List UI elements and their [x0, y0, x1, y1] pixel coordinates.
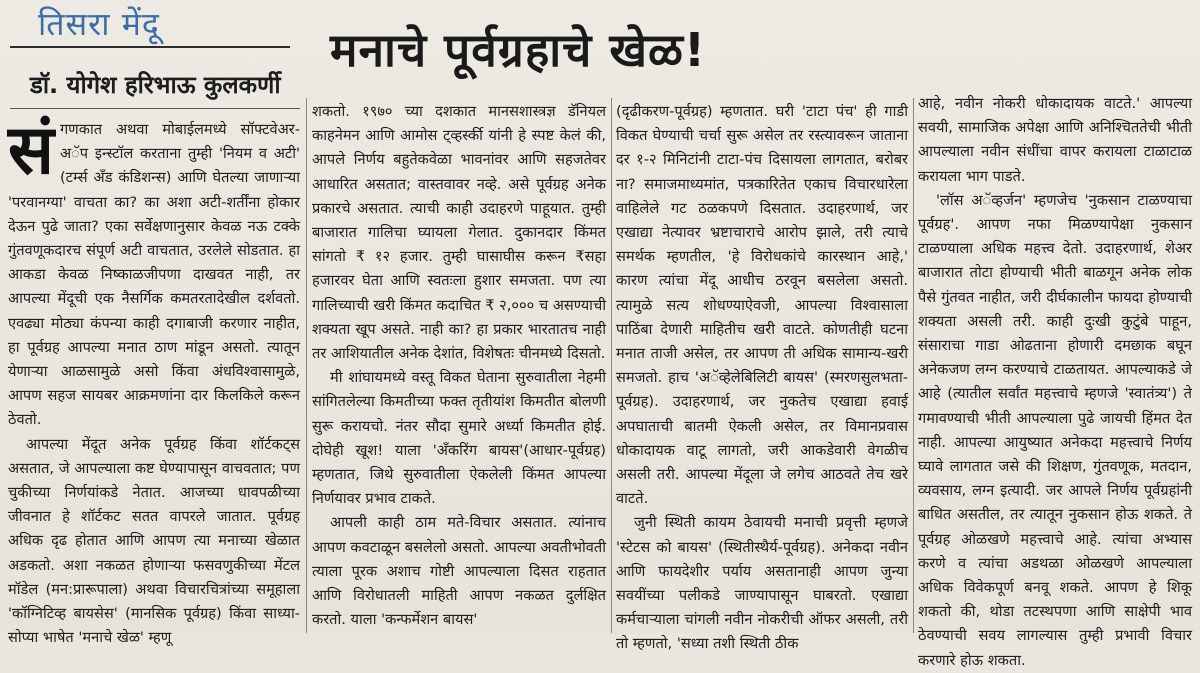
- column-3-paragraph-1: (दृढीकरण-पूर्वग्रह) म्हणतात. घरी 'टाटा पंच' ही गाडी विकत घेण्याची चर्चा सुरू असेल तर रस्त्यावरून जाताना दर १-२ मिनिटांनी टाटा-पंच दिसायला लागतात, बरोबर ना? समाजमाध्यमांत, पत्रकारितेत एकाच विचारधारेला वाहिलेले गट ठळकपणे दिसतात. उदाहरणार्थ, जर एखाद्या नेत्यावर भ्रष्टाचाराचे आरोप झाले, तरी त्याचे समर्थक म्हणतील, 'हे विरोधकांचे कारस्थान आहे,' कारण त्यांचा मेंदू आधीच ठरवून बसलेला असतो. त्यामुळे सत्य शोधण्याऐवजी, आपल्या विश्वासाला पाठिंबा देणारी माहितीच खरी वाटते. कोणतीही घटना मनात ताजी असेल, तर आपण ती अधिक सामान्य-खरी समजतो. हाच 'अॅव्हेलेबिलिटी बायस' (स्मरणसुलभता-पूर्वग्रह). उदाहरणार्थ, जर नुकतेच एखाद्या हवाई अपघाताची बातमी ऐकली असेल, तर विमानप्रवास धोकादायक वाटू लागतो, जरी आकडेवारी वेगळीच असली तरी. आपल्या मेंदूला जे लगेच आठवते तेच खरे वाटते.: [616, 103, 908, 508]
- article-column-3: [616, 100, 908, 653]
- column-2-paragraph-1: शकतो. १९७० च्या दशकात मानसशास्त्रज्ञ डॅनियल काहनेमन आणि आमोस ट्व्हर्स्की यांनी हे स्पष्ट केलं की, आपले निर्णय बहुतेकवेळा भावनांवर आणि सहजतेवर आधारित असतात; वास्तवावर नव्हे. असे पूर्वग्रह अनेक प्रकारचे असतात. त्याची काही उदाहरणे पाहूयात. तुम्ही बाजारात गालिचा घ्यायला गेलात. दुकानदार किंमत सांगतो ₹ १२ हजार. तुम्ही घासाघीस करून ₹सहा हजारवर घेता आणि स्वतःला हुशार समजता. पण त्या गालिच्याची खरी किंमत कदाचित ₹ २,००० च असण्याची शक्यता खूप असते. नाही का? हा प्रकार भारतातच नाही तर आशियातील अनेक देशांत, विशेषतः चीनमध्ये दिसतो.: [312, 103, 606, 363]
- article-column-1: [8, 111, 300, 647]
- column-divider: [306, 98, 307, 633]
- column-1-paragraph-1-text: गणकात अथवा मोबाईलमध्ये सॉफ्टवेअर-अॅप इन्स्टॉल करताना तुम्ही 'नियम व अटी' (टर्म्स अँड कंडिशन्स) आणि घेतल्या जाणाऱ्या 'परवानग्या' वाचता का? का अशा अटी-शर्तींना होकार देऊन पुढे जाता? एका सर्वेक्षणानुसार केवळ नऊ टक्के गुंतवणूकदारच संपूर्ण अटी वाचतात, उरलेले सोडतात. हा आकडा केवळ निष्काळजीपणा दाखवत नाही, तर आपल्या मेंदूची एक नैसर्गिक कमतरतादेखील दर्शवतो. एवढ्या मोठ्या कंपन्या काही दगाबाजी करणार नाहीत, हा पूर्वग्रह आपल्या मनात ठाण मांडून असतो. त्यातून येणाऱ्या आळसामुळे असो किंवा अंधविश्वासामुळे, आपण सहज सायबर आक्रमणांना दार किलकिले करून ठेवतो.: [8, 121, 300, 429]
- column-2-paragraph-2: मी शांघायमध्ये वस्तू विकत घेताना सुरुवातीला नेहमी सांगितलेल्या किमतीच्या फक्त तृतीयांश किमतीत बोलणी सुरू करायचो. नंतर सौदा सुमारे अर्ध्या किमतीत होई. दोघेही खूश! याला 'अँकरिंग बायस'(आधार-पूर्वग्रह) म्हणतात, जिथे सुरुवातीला ऐकलेली किंमत आपल्या निर्णयावर प्रभाव टाकते.: [312, 369, 606, 508]
- drop-cap: सं: [8, 111, 54, 190]
- column-2-paragraph-3: आपली काही ठाम मते-विचार असतात. त्यांनाच आपण कवटाळून बसलेलो असतो. आपल्या अवतीभोवती त्याला पूरक अशाच गोष्टी आपल्याला दिसत राहतात आणि विरोधातली माहिती आपण नकळत दुर्लक्षित करतो. याला 'कन्फर्मेशन बायस': [312, 514, 606, 629]
- column-name-rule: [10, 46, 290, 48]
- article-column-4: [918, 92, 1192, 669]
- column-divider: [611, 98, 612, 633]
- column-3-paragraph-2: जुनी स्थिती कायम ठेवायची मनाची प्रवृत्ती म्हणजे 'स्टेटस को बायस' (स्थितीस्थैर्य-पूर्वग्रह). अनेकदा नवीन आणि फायदेशीर पर्याय असतानाही आपण जुन्या सवयींच्या पलीकडे जाण्यापासून घाबरतो. एखाद्या कर्मचाऱ्याला चांगली नवीन नोकरीची ऑफर असली, तरी तो म्हणतो, 'सध्या तशी स्थिती ठीक: [616, 514, 908, 653]
- author-byline: डॉ. योगेश हरिभाऊ कुलकर्णी: [30, 71, 281, 99]
- byline-rule: [10, 108, 300, 109]
- article-column-2: [312, 100, 606, 633]
- article-headline: मनाचे पूर्वग्रहाचे खेळ!: [330, 23, 706, 77]
- column-4-paragraph-2: 'लॉस अॅव्हर्जन' म्हणजेच 'नुकसान टाळण्याचा पूर्वग्रह'. आपण नफा मिळण्यापेक्षा नुकसान टाळण्याला अधिक महत्त्व देतो. उदाहरणार्थ, शेअर बाजारात तोटा होण्याची भीती बाळगून अनेक लोक पैसे गुंतवत नाहीत, जरी दीर्घकालीन फायदा होण्याची शक्यता असली तरी. काही दुःखी कुटुंबे पाहून, संसाराचा गाडा ओढताना होणारी दमछाक बघून अनेकजण लग्न करण्याचे टाळतायत. आपल्याकडे जे आहे (त्यातील सर्वांत महत्त्वाचे म्हणजे 'स्वातंत्र्य') ते गमावण्याची भीती आपल्याला पुढे जायची हिंमत देत नाही. आपल्या आयुष्यात अनेकदा महत्त्वाचे निर्णय घ्यावे लागतात जसे की शिक्षण, गुंतवणूक, मतदान, व्यवसाय, लग्न इत्यादी. जर आपले निर्णय पूर्वग्रहांनी बाधित असतील, तर त्यातून नुकसान होऊ शकते. ते पूर्वग्रह ओळखणे महत्त्वाचे आहे. त्यांचा अभ्यास करणे व त्यांचा अडथळा ओळखणे आपल्याला अधिक विवेकपूर्ण बनवू शकते. आपण हे शिकू शकतो की, थोडा तटस्थपणा आणि साक्षेपी भाव ठेवण्याची सवय लागल्यास तुम्ही प्रभावी विचार करणारे होऊ शकता.: [918, 191, 1192, 669]
- column-name: तिसरा मेंदू: [38, 5, 160, 43]
- column-1-paragraph-2: आपल्या मेंदूत अनेक पूर्वग्रह किंवा शॉर्टकट्स असतात, जे आपल्याला कष्ट घेण्यापासून वाचवतात; पण चुकीच्या निर्णयांकडे नेतात. आजच्या धावपळीच्या जीवनात हे शॉर्टकट सतत वापरले जातात. पूर्वग्रह अधिक दृढ होतात आणि आपण त्या मनाच्या खेळात अडकतो. अशा नकळत होणाऱ्या फसवणुकीच्या मेंटल मॉडेल (मन:प्रारूपाला) अथवा विचारचित्रांच्या समूहाला 'कॉग्निटिव्ह बायसेस' (मानसिक पूर्वग्रह) किंवा साध्या-सोप्या भाषेत 'मनाचे खेळ' म्हणू: [8, 435, 300, 647]
- column-4-paragraph-1: आहे, नवीन नोकरी धोकादायक वाटते.' आपल्या सवयी, सामाजिक अपेक्षा आणि अनिश्चिततेची भीती आपल्याला नवीन संधींचा वापर करायला टाळाटाळ करायला भाग पाडते.: [918, 95, 1192, 185]
- column-divider: [913, 98, 914, 633]
- column-1-paragraph-1: [8, 111, 300, 433]
